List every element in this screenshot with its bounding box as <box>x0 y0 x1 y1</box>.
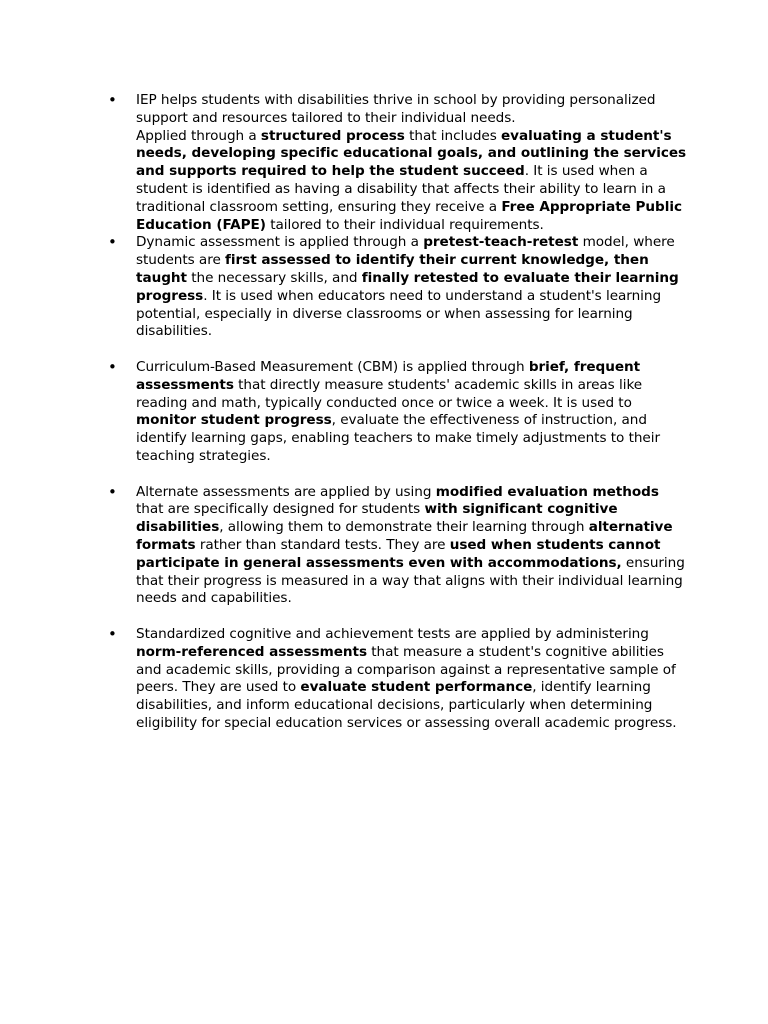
bullet-list <box>108 92 688 733</box>
list-item-cbm <box>108 359 688 466</box>
iep-detail-text: Applied through a structured process that includes evaluating a student's needs, developing specific educational goals, and outlining the services and supports required to help the student succeed. It is used when a student is identified as having a disability that affects their ability to learn in a traditional classroom setting, ensuring they receive a Free Appropriate Public Education (FAPE) tailored to their individual requirements. <box>136 127 687 233</box>
bullet-icon: • <box>108 624 117 643</box>
iep-intro-text: IEP helps students with disabilities thrive in school by providing personalized support and resources tailored to their individual needs. <box>136 92 656 126</box>
list-item-dynamic-assessment <box>108 234 688 341</box>
cbm-text: Curriculum-Based Measurement (CBM) is applied through brief, frequent assessments that directly measure students' academic skills in areas like reading and math, typically conducted once or twice a week. It is used to monitor student progress, evaluate the effectiveness of instruction, and identify learning gaps, enabling teachers to make timely adjustments to their teaching strategies. <box>136 358 660 464</box>
list-item-standardized-tests <box>108 626 688 733</box>
list-item-iep <box>108 92 688 234</box>
dynamic-assessment-text: Dynamic assessment is applied through a pretest-teach-retest model, where students are first assessed to identify their current knowledge, then taught the necessary skills, and finally retested to evaluate their learning progress. It is used when educators need to understand a student's learning potential, especially in diverse classrooms or when assessing for learning disabilities. <box>136 234 679 340</box>
bullet-icon: • <box>108 357 117 376</box>
bullet-icon: • <box>108 482 117 501</box>
bullet-icon: • <box>108 91 117 109</box>
list-item-alternate-assessments <box>108 484 688 609</box>
standardized-tests-text: Standardized cognitive and achievement tests are applied by administering norm-referenced assessments that measure a student's cognitive abilities and academic skills, providing a comparison against a representative sample of peers. They are used to evaluate student performance, identify learning disabilities, and inform educational decisions, particularly when determining eligibility for special education services or assessing overall academic progress. <box>136 625 677 731</box>
alternate-assessments-text: Alternate assessments are applied by using modified evaluation methods that are specifically designed for students with significant cognitive disabilities, allowing them to demonstrate their learning through alternative formats rather than standard tests. They are used when students cannot participate in general assessments even with accommodations, ensuring that their progress is measured in a way that aligns with their individual learning needs and capabilities. <box>136 483 685 607</box>
bullet-icon: • <box>108 233 117 252</box>
